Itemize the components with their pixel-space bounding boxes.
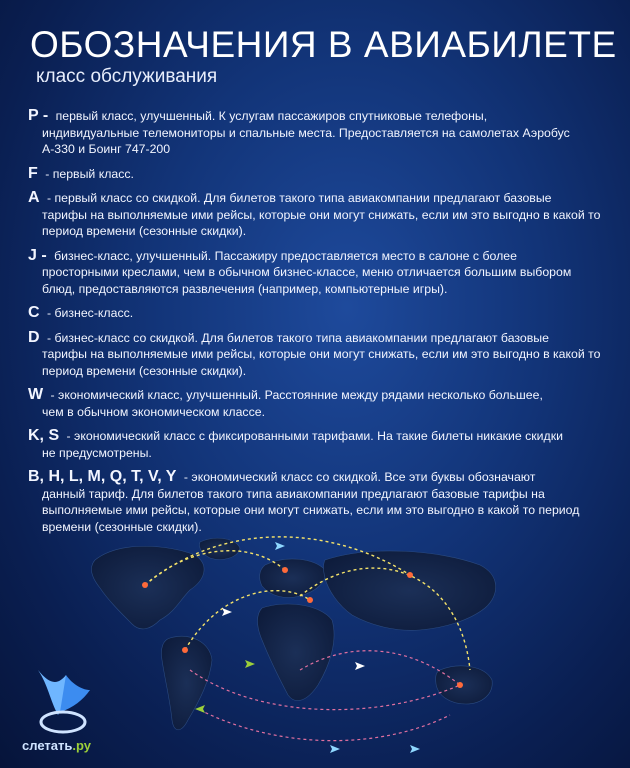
list-item [28, 248, 603, 298]
class-description-cont: данный тариф. Для билетов такого типа авиакомпании предлагают базовые тарифы на выполняемые ими рейсы, которые они могут снижать, если им это выгодно в какой то период времени (сезонные скидки). [42, 486, 580, 534]
list-item [28, 387, 603, 420]
class-code: J - [28, 246, 47, 264]
continent-europe [260, 559, 326, 598]
plane-icon [222, 608, 232, 616]
class-description-cont: тарифы на выполняемые ими рейсы, которые они могут снижать, если им это выгодно в какой то период времени (сезонные скидки). [42, 347, 601, 378]
class-description: - бизнес-класс. [46, 306, 134, 320]
route-line [190, 670, 460, 710]
continent-australia [436, 666, 493, 704]
list-item [28, 190, 603, 240]
continent-greenland [199, 538, 240, 559]
class-description-cont: индивидуальные телемониторы и спальные места. Предоставляется на самолетах Аэробус А-330 и Боинг 747-200 [42, 125, 570, 156]
class-description-cont: просторными креслами, чем в обычном бизнес-классе, меню отличается большим выбором блюд, предоставляются развлечения (например, компьютерные игры). [42, 265, 572, 296]
class-description: первый класс, улучшенный. К услугам пассажиров спутниковые телефоны, [55, 109, 488, 123]
city-marker [282, 567, 288, 573]
plane-icon [410, 745, 420, 753]
class-code: P - [28, 107, 49, 124]
logo-text[interactable] [22, 738, 91, 753]
class-code: W [28, 386, 44, 403]
city-marker [182, 647, 188, 653]
class-code: K, S [28, 427, 60, 444]
list-item [28, 330, 603, 380]
continent-asia [324, 551, 496, 630]
class-code: D [28, 328, 40, 346]
class-description: - экономический класс со скидкой. Все эти буквы обозначают [183, 470, 536, 484]
plane-icon [355, 662, 365, 670]
list-item [28, 108, 603, 158]
city-marker [457, 682, 463, 688]
class-code: A [28, 189, 40, 206]
city-marker [407, 572, 413, 578]
class-description: - экономический класс, улучшенный. Расстоянние между рядами несколько большее, [50, 388, 543, 402]
class-description: - первый класс. [45, 166, 134, 181]
class-description: - первый класс со скидкой. Для билетов такого типа авиакомпании предлагают базовые [46, 191, 552, 205]
plane-icon [195, 705, 205, 713]
plane-icon [330, 745, 340, 753]
list-item [28, 428, 603, 461]
logo-tld: .ру [72, 738, 91, 753]
class-description-cont: тарифы на выполняемые ими рейсы, которые они могут снижать, если им это выгодно в какой то период времени (сезонные скидки). [42, 207, 601, 238]
class-list [28, 108, 603, 543]
class-code: B, H, L, M, Q, T, V, Y [28, 468, 177, 485]
class-description: - экономический класс с фиксированными тарифами. На такие билеты никакие скидки [66, 429, 563, 443]
logo-icon [28, 660, 98, 740]
city-marker [307, 597, 313, 603]
class-code: C [28, 304, 40, 321]
plane-icon [275, 542, 285, 550]
list-item [28, 305, 603, 322]
page-subtitle: класс обслуживания [36, 66, 218, 87]
class-description-cont: чем в обычном экономическом классе. [42, 404, 265, 419]
logo-name: слетать [22, 738, 73, 753]
list-item [28, 166, 603, 183]
class-description: - бизнес-класс со скидкой. Для билетов такого типа авиакомпании предлагают базовые [46, 330, 549, 345]
city-marker [142, 582, 148, 588]
class-description: бизнес-класс, улучшенный. Пассажиру предоставляется место в салоне с более [54, 248, 517, 263]
route-line [200, 710, 450, 741]
class-code: F [28, 164, 38, 182]
continent-africa [258, 604, 335, 701]
class-description-cont: не предусмотрены. [42, 445, 152, 460]
page-title: ОБОЗНАЧЕНИЯ В АВИАБИЛЕТЕ [30, 24, 617, 65]
plane-icon [245, 660, 255, 668]
